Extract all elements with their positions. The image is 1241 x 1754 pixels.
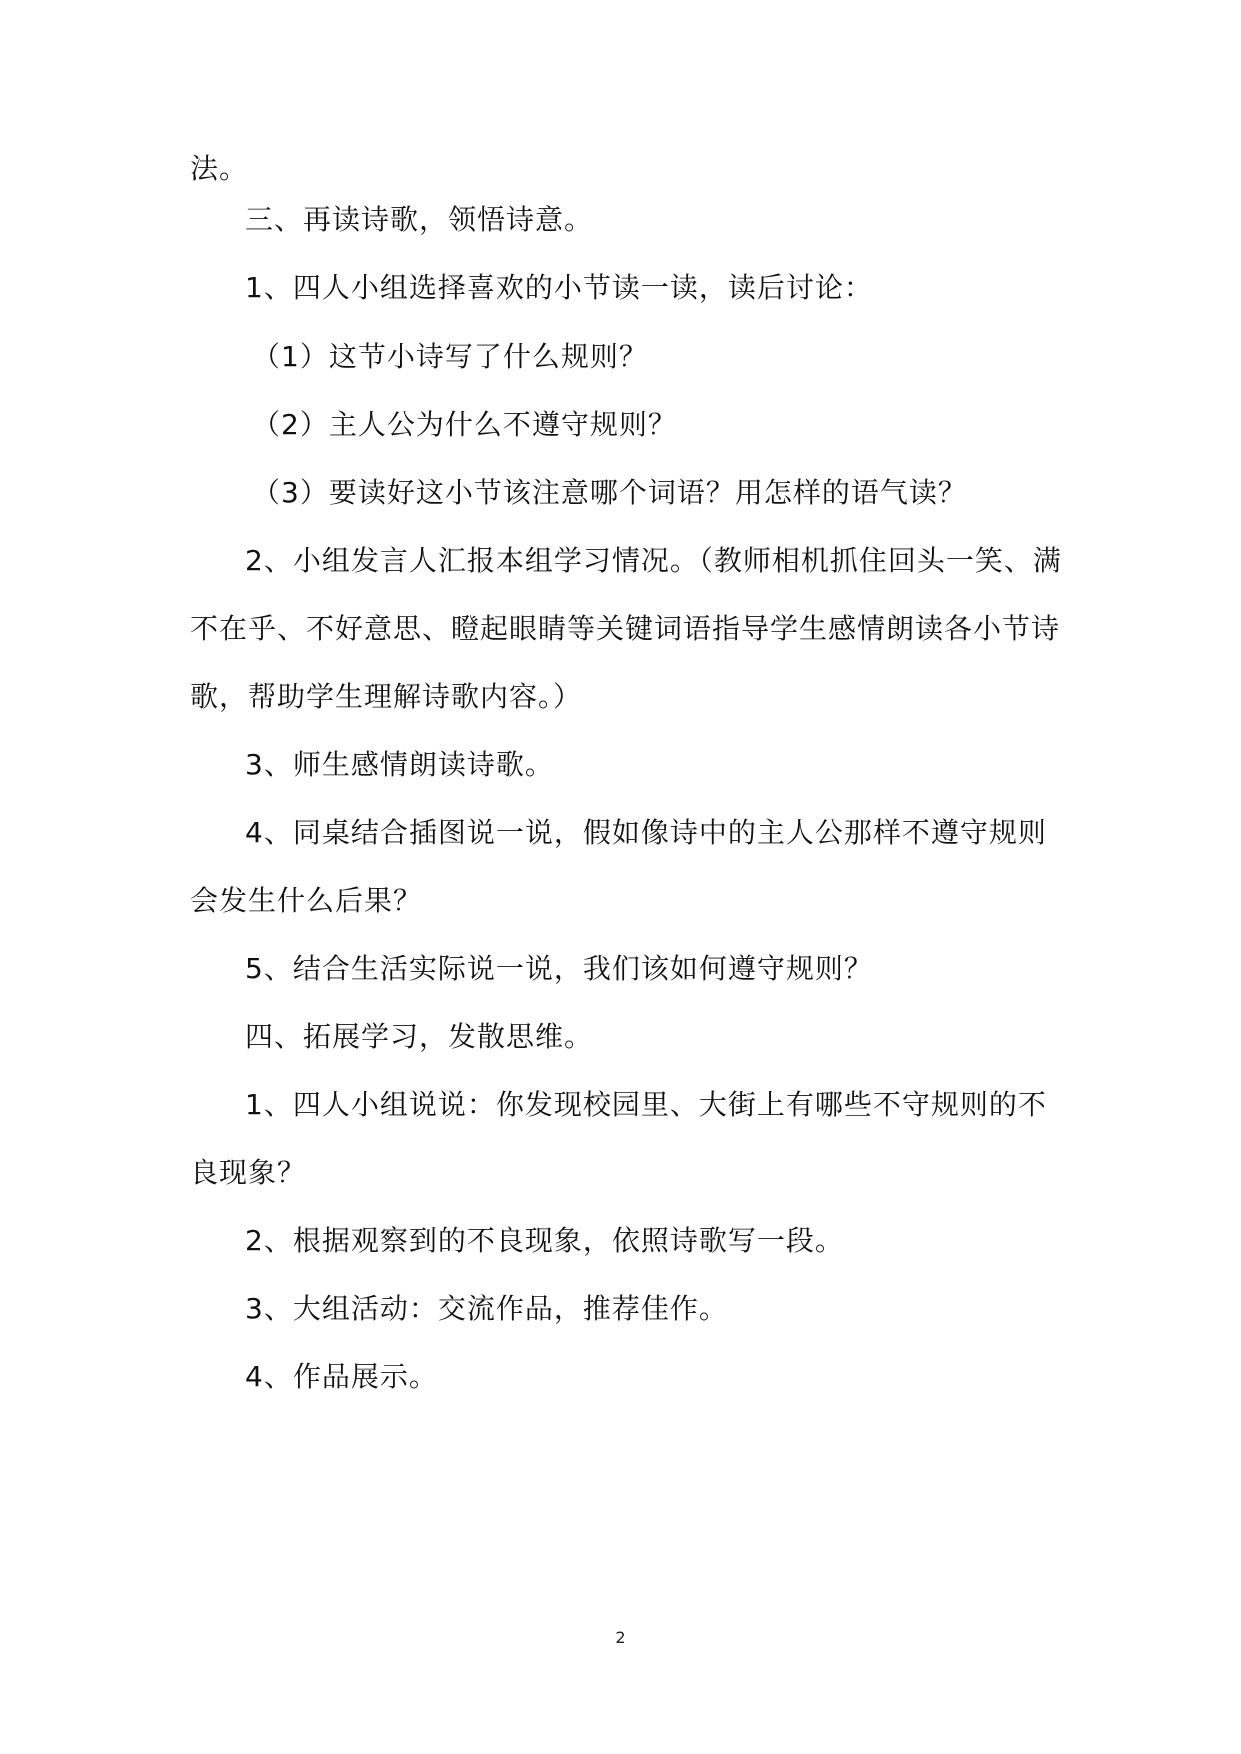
text-line: 3、师生感情朗读诗歌。 [245, 748, 554, 781]
text-line: （3）要读好这小节该注意哪个词语？用怎样的语气读？ [252, 476, 967, 509]
text-line: 2、小组发言人汇报本组学习情况。（教师相机抓住回头一笑、满 [245, 544, 1062, 577]
text-line: 4、同桌结合插图说一说，假如像诗中的主人公那样不遵守规则 [245, 816, 1047, 849]
section-heading-4: 四、拓展学习，发散思维。 [245, 1020, 594, 1053]
page-number: 2 [615, 1628, 626, 1647]
text-line: 5、结合生活实际说一说，我们该如何遵守规则？ [245, 952, 873, 985]
text-line: 法。 [190, 152, 249, 185]
text-line: 良现象？ [190, 1156, 307, 1189]
section-heading-3: 三、再读诗歌，领悟诗意。 [245, 203, 594, 236]
text-line: 1、四人小组说说：你发现校园里、大街上有哪些不守规则的不 [245, 1088, 1047, 1121]
text-line: 会发生什么后果？ [190, 884, 423, 917]
text-line: 4、作品展示。 [245, 1360, 438, 1393]
text-line: （2）主人公为什么不遵守规则？ [252, 408, 677, 441]
text-line: 歌，帮助学生理解诗歌内容。） [190, 680, 583, 713]
text-line: 3、大组活动：交流作品，推荐佳作。 [245, 1292, 728, 1325]
text-line: 2、根据观察到的不良现象，依照诗歌写一段。 [245, 1224, 844, 1257]
text-line: 不在乎、不好意思、瞪起眼睛等关键词语指导学生感情朗读各小节诗 [190, 612, 1061, 645]
text-line: 1、四人小组选择喜欢的小节读一读，读后讨论： [245, 271, 873, 304]
text-line: （1）这节小诗写了什么规则？ [252, 340, 648, 373]
